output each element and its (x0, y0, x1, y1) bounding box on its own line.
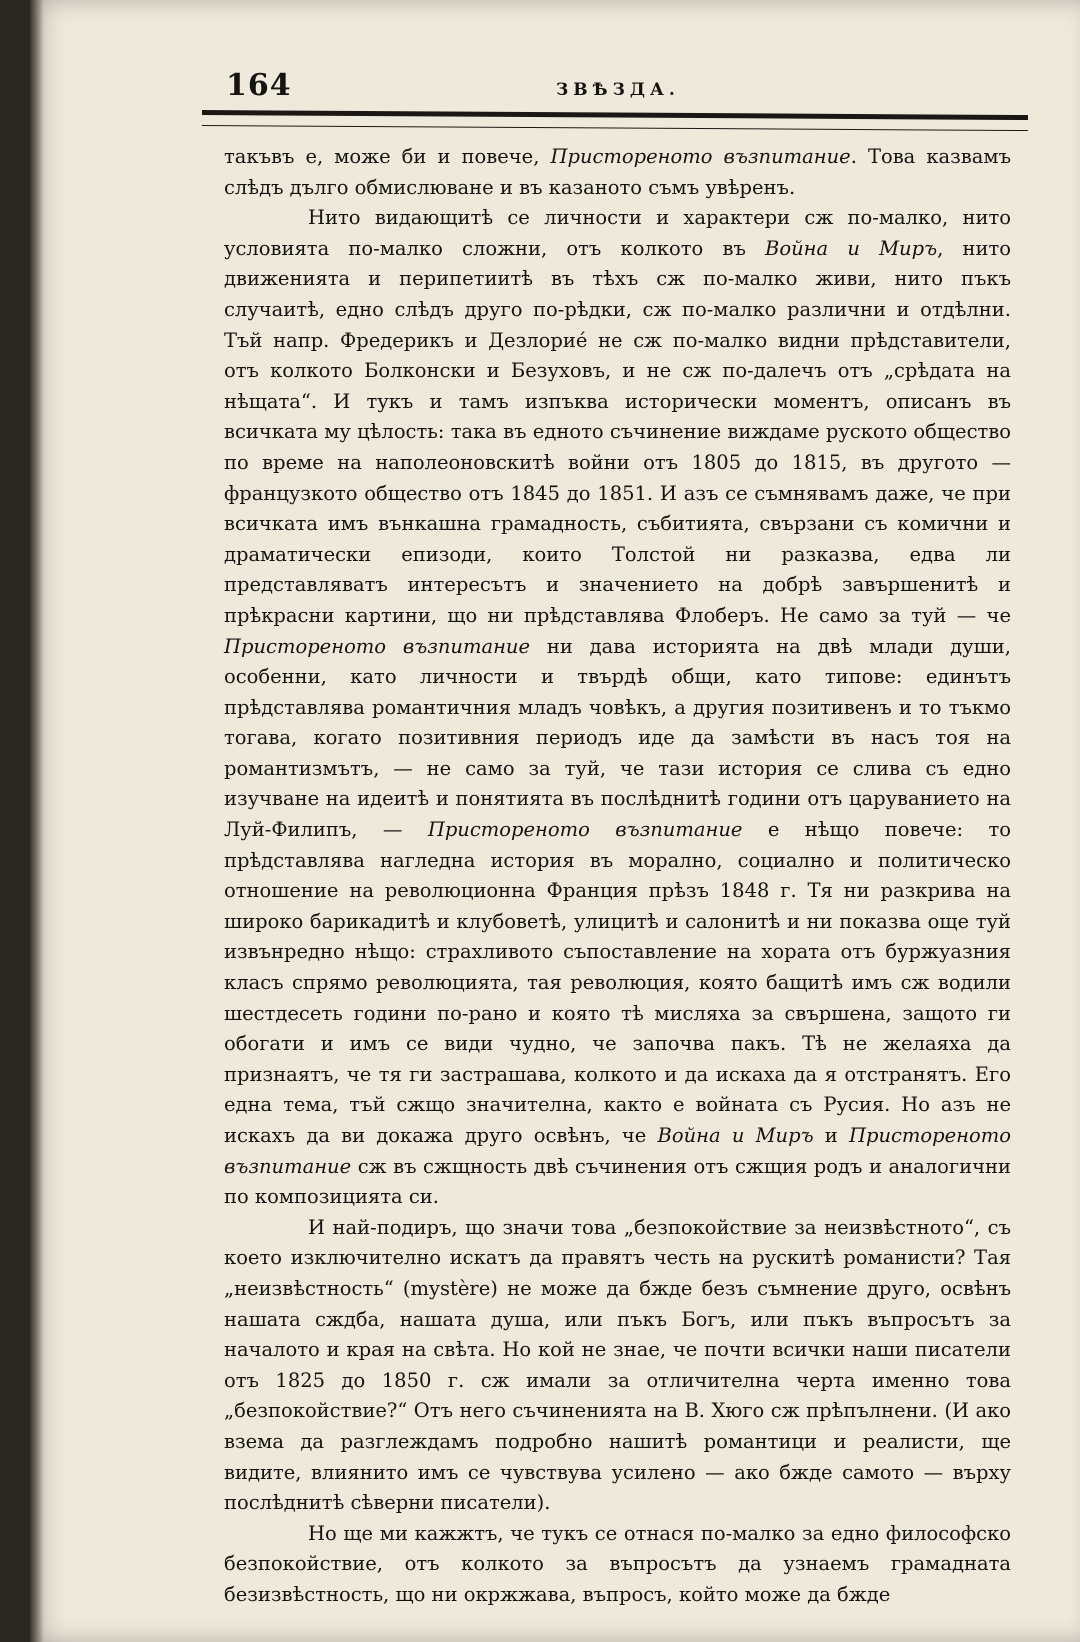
page-header (200, 66, 1020, 106)
body-text (224, 142, 1011, 1611)
text-run: И най-подиръ, що значи това „безпокойствие за неизвѣстното“, съ което изключително искатъ да правятъ честь на рускитѣ романисти? Тая „неизвѣстность“ (mystère) не може да бжде безъ съмнение друго, освѣнъ нашата сждба, нашата душа, или пъкъ Богъ, или пъкъ въпросътъ за началото и края на свѣта. Но кой не знае, че почти всички наши писатели отъ 1825 до 1850 г. сж имали за отличителна черта именно това „безпокойствие?“ Отъ него съчиненията на В. Хюго сж прѣпълнени. (И ако взема да разглеждамъ подробно нашитѣ романтици и реалисти, ще видите, влиянито имъ се чувствува усилено — ако бжде самото — върху послѣднитѣ сѣверни писатели). (224, 1215, 1011, 1515)
text-run: . Това казвамъ слѣдъ дълго обмислюване и въ казаното съмъ увѣренъ. (224, 145, 1011, 199)
text-run: е нѣщо повече: то прѣдставлява нагледна история въ морално, социално и политическо отношение на революционна Франция прѣзъ 1848 г. Тя ни разкрива на широко барикадитѣ и клубоветѣ, улицитѣ и салонитѣ и ни показва още туй извънредно нѣщо: страхливото съпоставление на хората отъ буржуазния класъ спрямо революцията, тая революция, която бащитѣ имъ сж водили шестдесеть години по-рано и която тѣ мисляха за свършена, защото ги обогати и имъ се види чудно, че започва пакъ. Тѣ не желаяха да признаятъ, че тя ги застрашава, колкото и да искаха да я отстранятъ. Его една тема, тъй сжщо значителна, както е войната съ Русия. Но азъ не искахъ да ви докажа друго освѣнъ, че (224, 818, 1011, 1147)
running-title: ЗВѢЗДА. (556, 80, 680, 100)
text-run: сж въ сжщность двѣ съчинения отъ сжщия родъ и аналогични по композицията си. (224, 1154, 1011, 1209)
text-run: Нито видающитѣ се личности и характери сж по-малко, нито условията по-малко сложни, отъ колкото въ (224, 206, 1011, 260)
text-run: Но ще ми кажжтъ, че тукъ се отнася по-малко за едно философско безпокойствие, отъ колкото за въпросътъ да узнаемъ грамадната безизвѣстность, що ни окржжава, въпросъ, който може да бжде (224, 1521, 1011, 1606)
text-run: и (813, 1124, 849, 1147)
italic-title: Пристореното възпитание (550, 145, 851, 168)
italic-title: Пристореното възпитание (427, 818, 743, 842)
text-run: ни дава историята на двѣ млади души, особенни, като личности и твърдѣ общи, като типове: единътъ прѣдставлява романтичния младъ човѣкъ, а другия позитивенъ и то тъкмо тогава, когато позитивния периодъ иде да замѣсти въ насъ тоя на романтизмътъ, — не само за туй, че тази история се слива съ едно изучване на идеитѣ и понятията въ послѣднитѣ години отъ царуванието на Луй-Филипъ, — (224, 634, 1011, 842)
paragraph (224, 1519, 1011, 1611)
binding-shadow (30, 0, 44, 1642)
paragraph (224, 203, 1011, 1213)
header-rule (202, 110, 1028, 131)
italic-title: Пристореното възпитание (224, 1124, 1011, 1178)
italic-title: Пристореното възпитание (224, 634, 531, 658)
text-run: , нито движенията и перипетиитѣ въ тѣхъ сж по-малко живи, нито пъкъ случаитѣ, едно слѣдъ друго по-рѣдки, сж по-малко различни и отдѣлни. Тъй напр. Фредерикъ и Дезлорие́ не сж по-малко видни прѣдставители, отъ колкото Болконски и Безуховъ, и не сж по-далечъ отъ „срѣдата на нѣщата“. И тукъ и тамъ изпъква исторически моментъ, описанъ въ всичката му цѣлость: така въ едното съчинение виждаме руското общество по време на наполеоновскитѣ войни отъ 1805 до 1815, въ другото —французкото общество отъ 1845 до 1851. И азъ се съмнявамъ даже, че при всичката имъ вънкашна грамадность, събитията, свързани съ комични и драматически епизоди, които Толстой ни разказва, едва ли представляватъ интересътъ и значението на добрѣ завършенитѣ и прѣкрасни картини, що ни прѣдставлява Флоберъ. Не само за туй — че (224, 236, 1012, 627)
text-run: такъвъ е, може би и повече, (224, 145, 551, 168)
paragraph (224, 142, 1011, 203)
page-number: 164 (226, 68, 292, 103)
italic-title: Война и Миръ (765, 236, 938, 260)
paragraph (224, 1213, 1011, 1519)
italic-title: Война и Миръ (657, 1124, 814, 1147)
book-page (30, 0, 1080, 1642)
